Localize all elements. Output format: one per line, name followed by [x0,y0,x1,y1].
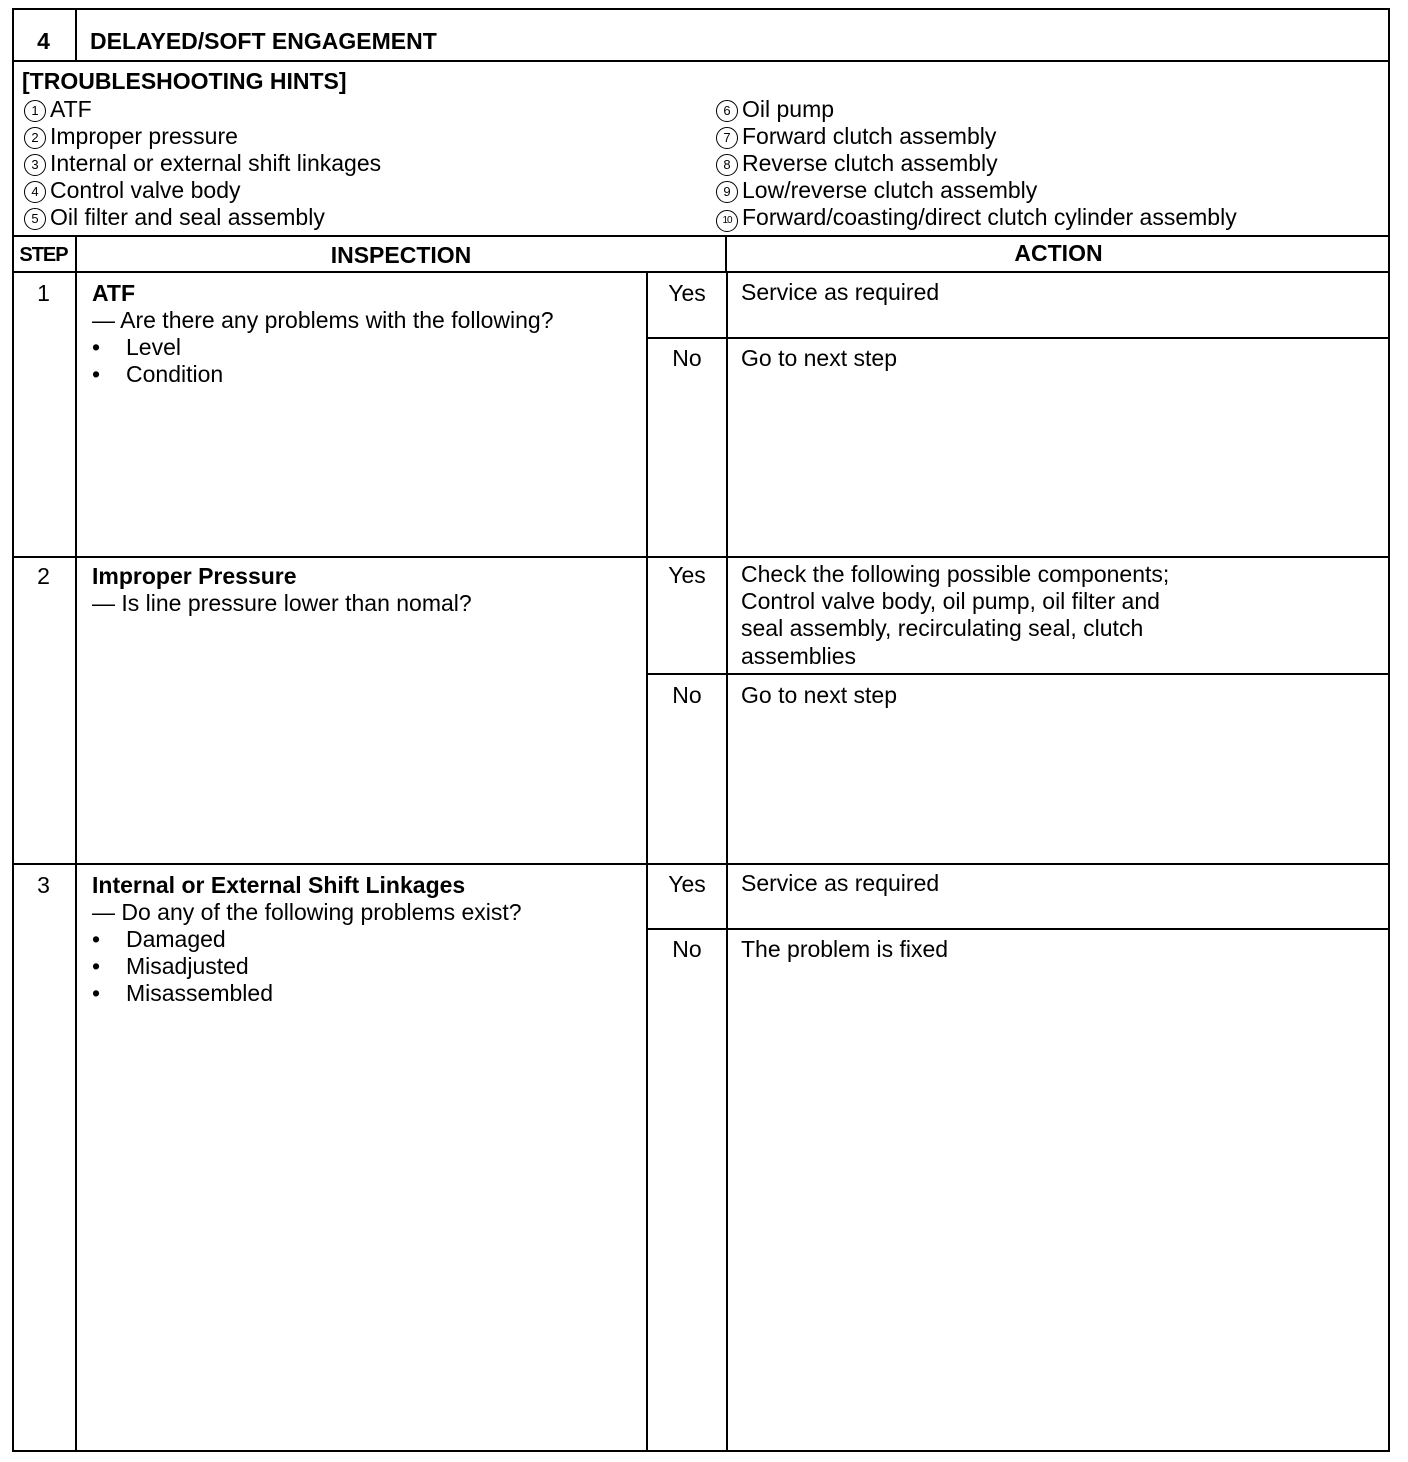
step-number: 3 [37,872,50,898]
divider [648,673,1390,675]
action-text: seal assembly, recirculating seal, clutch [741,615,1144,641]
divider [75,235,77,1452]
section-number: 4 [37,28,50,54]
yes-label: Yes [668,871,706,897]
circled-number-icon: 5 [24,208,46,230]
action-text: Service as required [741,279,940,305]
yes-label: Yes [668,562,706,588]
hint-text: Control valve body [50,177,241,203]
inspection-title: ATF [92,280,136,306]
action-text: Go to next step [741,682,897,708]
hint-item [716,96,834,123]
circled-number-icon: 9 [716,181,738,203]
inspection-title: Internal or External Shift Linkages [92,872,466,898]
circled-number-icon: 8 [716,154,738,176]
hint-item [24,150,381,177]
action-text: assemblies [741,643,857,669]
header-step: STEP [19,244,68,266]
inspection-bullet: • Misassembled [92,980,273,1007]
section-title: DELAYED/SOFT ENGAGEMENT [90,28,437,54]
action-text: The problem is fixed [741,936,949,962]
divider [648,337,1390,339]
hint-text: Oil pump [742,96,835,122]
inspection-bullet: • Condition [92,361,223,388]
circled-number-icon: 4 [24,181,46,203]
divider [648,928,1390,930]
step-number: 1 [37,280,50,306]
no-label: No [672,682,702,708]
divider [12,60,1390,62]
hint-text: Internal or external shift linkages [50,150,382,176]
circled-number-icon: 3 [24,154,46,176]
divider [12,556,1390,558]
header-inspection: INSPECTION [330,242,472,268]
hint-item [24,96,92,123]
divider [12,271,1390,273]
yes-label: Yes [668,280,706,306]
hint-item [716,204,1237,232]
hint-text: Forward clutch assembly [742,123,997,149]
inspection-question: — Is line pressure lower than nomal? [92,590,472,616]
hint-item [24,177,241,204]
divider [75,8,77,61]
divider [12,235,1390,237]
hint-text: Forward/coasting/direct clutch cylinder assembly [742,204,1237,230]
inspection-question: — Do any of the following problems exist? [92,899,522,925]
action-text: Go to next step [741,345,897,371]
divider [12,863,1390,865]
hint-text: ATF [50,96,92,122]
step-number: 2 [37,563,50,589]
no-label: No [672,936,702,962]
circled-number-icon: 7 [716,127,738,149]
inspection-bullet: • Level [92,334,181,361]
circled-number-icon: 2 [24,127,46,149]
hint-text: Oil filter and seal assembly [50,204,325,230]
hint-item [24,123,238,150]
divider [646,271,648,1452]
circled-number-icon: 10 [716,210,738,232]
action-text: Check the following possible components; [741,561,1170,587]
circled-number-icon: 6 [716,100,738,122]
action-text: Control valve body, oil pump, oil filter and [741,588,1160,614]
inspection-bullet: • Misadjusted [92,953,249,980]
inspection-bullet: • Damaged [92,926,226,953]
hint-item [24,204,325,231]
hint-item [716,177,1037,204]
header-action: ACTION [1014,240,1103,266]
action-text: Service as required [741,870,940,896]
circled-number-icon: 1 [24,100,46,122]
hint-text: Improper pressure [50,123,238,149]
hints-heading: [TROUBLESHOOTING HINTS] [22,68,347,94]
divider [726,271,728,1452]
no-label: No [672,345,702,371]
inspection-title: Improper Pressure [92,563,297,589]
hint-item [716,123,996,150]
hint-text: Reverse clutch assembly [742,150,998,176]
hint-item [716,150,998,177]
hint-text: Low/reverse clutch assembly [742,177,1038,203]
inspection-question: — Are there any problems with the following? [92,307,554,333]
